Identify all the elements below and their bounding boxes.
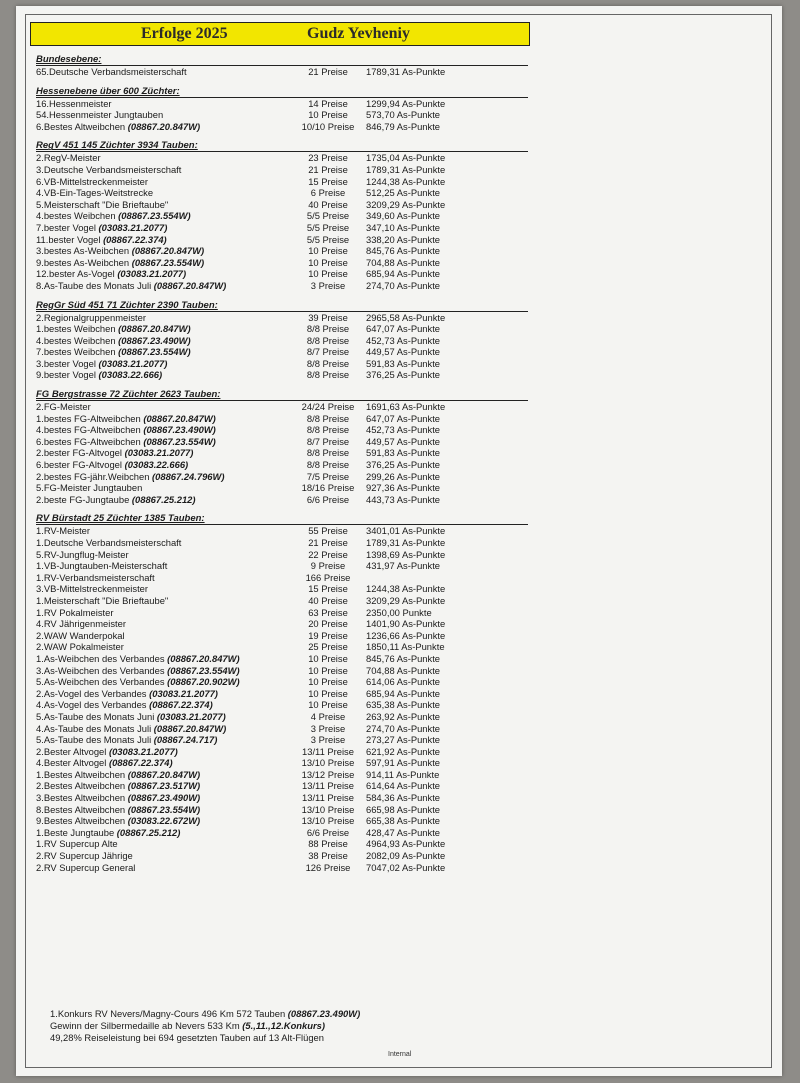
result-prizes: 3 Preise — [310, 734, 346, 746]
footer-line-3: 49,28% Reiseleistung bei 694 gesetzten Tauben auf 13 Alt-Flügen — [50, 1032, 324, 1043]
result-prizes: 40 Preise — [308, 594, 348, 606]
result-prizes: 10 Preise — [308, 256, 348, 268]
results-list — [36, 54, 506, 881]
section-title-text: RegV 451 145 Züchter 3934 Tauben: — [36, 140, 198, 152]
result-prizes: 10 Preise — [308, 109, 348, 121]
result-points: 685,94 As-Punkte — [366, 687, 441, 699]
result-points: 1401,90 As-Punkte — [366, 618, 446, 630]
result-points: 349,60 As-Punkte — [366, 210, 441, 222]
result-prizes: 25 Preise — [308, 641, 348, 653]
result-name: 6.VB-Mittelstreckenmeister — [36, 175, 149, 187]
result-points: 1398,69 As-Punkte — [366, 548, 446, 560]
result-name: 9.Bestes Altweibchen (03083.22.672W) — [36, 815, 201, 827]
result-name: 65.Deutsche Verbandsmeisterschaft — [36, 66, 187, 77]
result-prizes: 5/5 Preise — [306, 233, 350, 245]
result-points: 338,20 As-Punkte — [366, 233, 441, 245]
result-name: 8.As-Taube des Monats Juli (08867.20.847W) — [36, 279, 227, 291]
result-prizes: 4 Preise — [310, 710, 346, 722]
result-name: 5.As-Taube des Monats Juli (08867.24.717) — [36, 734, 218, 746]
result-name: 5.RV-Jungflug-Meister — [36, 548, 129, 560]
result-prizes: 8/8 Preise — [306, 424, 350, 436]
result-row — [36, 494, 506, 506]
result-row — [36, 769, 506, 781]
result-row — [36, 447, 506, 459]
result-name: 2.FG-Meister — [36, 401, 91, 413]
result-prizes: 8/7 Preise — [306, 346, 350, 358]
result-name: 1.As-Weibchen des Verbandes (08867.20.847W) — [36, 652, 240, 664]
result-prizes: 88 Preise — [308, 838, 348, 850]
result-prizes: 8/8 Preise — [306, 447, 350, 459]
result-points: 927,36 As-Punkte — [366, 482, 441, 494]
result-name: 6.bester FG-Altvogel (03083.22.666) — [36, 459, 189, 471]
result-row — [36, 780, 506, 792]
footer-line-2: Gewinn der Silbermedaille ab Nevers 533 Km (5.,11.,12.Konkurs) — [50, 1020, 325, 1031]
result-row — [36, 280, 506, 292]
result-name: 1.RV-Verbandsmeisterschaft — [36, 571, 155, 583]
result-points: 845,76 As-Punkte — [366, 245, 441, 257]
result-row — [36, 549, 506, 561]
result-row — [36, 245, 506, 257]
result-points: 1236,66 As-Punkte — [366, 629, 446, 641]
section-title — [36, 86, 506, 98]
result-points: 3209,29 As-Punkte — [366, 594, 446, 606]
result-points: 665,98 As-Punkte — [366, 803, 441, 815]
result-prizes: 9 Preise — [310, 560, 346, 572]
result-prizes: 20 Preise — [308, 618, 348, 630]
result-points: 263,92 As-Punkte — [366, 710, 441, 722]
result-row — [36, 665, 506, 677]
result-name: 16.Hessenmeister — [36, 97, 112, 109]
result-row — [36, 312, 506, 324]
section-title — [36, 300, 506, 312]
result-row — [36, 711, 506, 723]
section-title-text: Hessenebene über 600 Züchter: — [36, 85, 180, 97]
result-row — [36, 323, 506, 335]
result-row — [36, 109, 506, 121]
result-name: 5.As-Weibchen des Verbandes (08867.20.902W) — [36, 676, 240, 688]
result-points: 591,83 As-Punkte — [366, 357, 441, 369]
result-name: 8.Bestes Altweibchen (08867.23.554W) — [36, 803, 201, 815]
section — [36, 300, 506, 382]
section — [36, 86, 506, 133]
section — [36, 54, 506, 78]
result-name: 3.Deutsche Verbandsmeisterschaft — [36, 163, 182, 175]
result-prizes: 5/5 Preise — [306, 221, 350, 233]
section-title — [36, 513, 506, 525]
result-prizes: 10 Preise — [308, 687, 348, 699]
result-name: 2.RV Supercup Jährige — [36, 850, 133, 862]
classification-label: Internal — [388, 1051, 412, 1058]
result-row — [36, 583, 506, 595]
result-points: 647,07 As-Punkte — [366, 412, 441, 424]
result-name: 2.WAW Wanderpokal — [36, 629, 125, 641]
result-row — [36, 757, 506, 769]
result-points: 614,06 As-Punkte — [366, 676, 441, 688]
result-row — [36, 164, 506, 176]
result-row — [36, 607, 506, 619]
footer-line-1: 1.Konkurs RV Nevers/Magny-Cours 496 Km 572 Tauben (08867.23.490W) — [50, 1008, 361, 1019]
result-prizes: 6 Preise — [310, 187, 346, 199]
result-prizes: 15 Preise — [308, 583, 348, 595]
result-name: 3.bester Vogel (03083.21.2077) — [36, 357, 168, 369]
result-points: 614,64 As-Punkte — [366, 780, 441, 792]
result-points: 2082,09 As-Punkte — [366, 850, 446, 862]
result-row — [36, 815, 506, 827]
result-row — [36, 862, 506, 874]
result-points: 621,92 As-Punkte — [366, 745, 441, 757]
result-row — [36, 176, 506, 188]
result-row — [36, 838, 506, 850]
result-prizes: 10 Preise — [308, 245, 348, 257]
result-points: 591,83 As-Punkte — [366, 447, 441, 459]
result-row — [36, 346, 506, 358]
result-prizes: 10 Preise — [308, 676, 348, 688]
result-prizes: 126 Preise — [305, 861, 351, 873]
result-points: 431,97 As-Punkte — [366, 560, 441, 572]
result-points: 1299,94 As-Punkte — [366, 97, 446, 109]
result-row — [36, 572, 506, 584]
result-name: 3.VB-Mittelstreckenmeister — [36, 583, 149, 595]
result-prizes: 13/11 Preise — [302, 745, 354, 757]
result-name: 4.bestes Weibchen (08867.23.490W) — [36, 334, 191, 346]
result-prizes: 13/11 Preise — [302, 780, 354, 792]
result-name: 1.RV-Meister — [36, 525, 91, 537]
result-row — [36, 676, 506, 688]
result-points: 452,73 As-Punkte — [366, 424, 441, 436]
result-row — [36, 401, 506, 413]
result-name: 2.WAW Pokalmeister — [36, 641, 124, 653]
result-prizes: 21 Preise — [308, 66, 348, 77]
result-name: 2.bester FG-Altvogel (03083.21.2077) — [36, 447, 194, 459]
result-prizes: 8/8 Preise — [306, 357, 350, 369]
result-points: 635,38 As-Punkte — [366, 699, 441, 711]
result-name: 1.RV Pokalmeister — [36, 606, 114, 618]
result-name: 54.Hessenmeister Jungtauben — [36, 109, 164, 121]
result-name: 2.bestes FG-jähr.Weibchen (08867.24.796W) — [36, 470, 225, 482]
result-name: 2.beste FG-Jungtaube (08867.25.212) — [36, 493, 196, 505]
result-name: 12.bester As-Vogel (03083.21.2077) — [36, 268, 187, 280]
result-prizes: 6/6 Preise — [306, 826, 350, 838]
result-name: 1.Deutsche Verbandsmeisterschaft — [36, 537, 182, 548]
result-prizes: 13/11 Preise — [302, 792, 354, 804]
result-row — [36, 199, 506, 211]
result-prizes: 6/6 Preise — [306, 493, 350, 505]
result-prizes: 40 Preise — [308, 198, 348, 210]
result-row — [36, 618, 506, 630]
section-title — [36, 140, 506, 152]
result-points: 846,79 As-Punkte — [366, 120, 441, 132]
result-points: 914,11 As-Punkte — [366, 768, 440, 780]
result-row — [36, 335, 506, 347]
result-name: 9.bester Vogel (03083.22.666) — [36, 369, 163, 381]
result-points: 647,07 As-Punkte — [366, 323, 441, 335]
result-name: 5.As-Taube des Monats Juni (03083.21.2077) — [36, 710, 226, 722]
result-points: 1735,04 As-Punkte — [366, 152, 446, 164]
result-row — [36, 734, 506, 746]
result-prizes: 63 Preise — [308, 606, 348, 618]
result-name: 2.Regionalgruppenmeister — [36, 311, 146, 323]
result-row — [36, 850, 506, 862]
result-name: 6.Bestes Altweibchen (08867.20.847W) — [36, 120, 201, 132]
result-name: 9.bestes As-Weibchen (08867.23.554W) — [36, 256, 205, 268]
result-prizes: 8/8 Preise — [306, 369, 350, 381]
result-points: 452,73 As-Punkte — [366, 334, 441, 346]
result-prizes: 10 Preise — [308, 664, 348, 676]
breeder-name: Gudz Yevheniy — [307, 25, 410, 42]
result-prizes: 22 Preise — [308, 548, 348, 560]
section-title-text: FG Bergstrasse 72 Züchter 2623 Tauben: — [36, 389, 221, 401]
result-points: 273,27 As-Punkte — [366, 734, 441, 746]
result-prizes: 8/8 Preise — [306, 323, 350, 335]
result-prizes: 39 Preise — [308, 311, 348, 323]
result-prizes: 166 Preise — [305, 571, 351, 583]
result-points: 2350,00 Punkte — [366, 606, 432, 618]
result-prizes: 10 Preise — [308, 268, 348, 280]
section — [36, 389, 506, 505]
result-name: 2.Bestes Altweibchen (08867.23.517W) — [36, 780, 201, 792]
section-title — [36, 54, 506, 66]
result-prizes: 10/10 Preise — [301, 120, 355, 132]
result-row — [36, 66, 506, 78]
result-prizes: 23 Preise — [308, 152, 348, 164]
section-title — [36, 389, 506, 401]
result-row — [36, 688, 506, 700]
result-prizes: 8/7 Preise — [306, 435, 350, 447]
result-points: 845,76 As-Punkte — [366, 652, 441, 664]
result-name: 4.As-Taube des Monats Juli (08867.20.847W) — [36, 722, 227, 734]
result-prizes: 24/24 Preise — [301, 401, 355, 413]
result-name: 1.RV Supercup Alte — [36, 838, 118, 850]
result-row — [36, 98, 506, 110]
result-row — [36, 358, 506, 370]
result-row — [36, 537, 506, 549]
section-title-text: RV Bürstadt 25 Züchter 1385 Tauben: — [36, 513, 205, 525]
result-prizes: 21 Preise — [308, 537, 348, 548]
result-name: 4.As-Vogel des Verbandes (08867.22.374) — [36, 699, 213, 711]
result-row — [36, 187, 506, 199]
result-row — [36, 210, 506, 222]
result-name: 2.Bester Altvogel (03083.21.2077) — [36, 745, 178, 757]
result-row — [36, 525, 506, 537]
result-points: 428,47 As-Punkte — [366, 826, 441, 838]
result-row — [36, 413, 506, 425]
result-name: 2.RV Supercup General — [36, 861, 136, 873]
result-row — [36, 641, 506, 653]
result-row — [36, 482, 506, 494]
result-points: 274,70 As-Punkte — [366, 279, 441, 291]
result-points: 7047,02 As-Punkte — [366, 861, 446, 873]
result-name: 3.bestes As-Weibchen (08867.20.847W) — [36, 245, 205, 257]
result-points: 449,57 As-Punkte — [366, 346, 441, 358]
result-points: 2965,58 As-Punkte — [366, 311, 446, 323]
result-points: 347,10 As-Punkte — [366, 221, 441, 233]
result-row — [36, 369, 506, 381]
result-row — [36, 152, 506, 164]
result-name: 5.Meisterschaft "Die Brieftaube" — [36, 198, 169, 210]
result-prizes: 21 Preise — [308, 163, 348, 175]
result-points: 704,88 As-Punkte — [366, 256, 441, 268]
result-prizes: 10 Preise — [308, 652, 348, 664]
result-name: 1.Meisterschaft "Die Brieftaube" — [36, 594, 169, 606]
result-points: 597,91 As-Punkte — [366, 757, 441, 769]
result-name: 4.Bester Altvogel (08867.22.374) — [36, 757, 173, 769]
result-row — [36, 699, 506, 711]
result-name: 2.RegV-Meister — [36, 152, 101, 164]
result-points: 376,25 As-Punkte — [366, 369, 441, 381]
result-points: 512,25 As-Punkte — [366, 187, 441, 199]
result-prizes: 55 Preise — [308, 525, 348, 537]
result-points: 1789,31 As-Punkte — [366, 537, 446, 548]
result-points: 665,38 As-Punkte — [366, 815, 441, 827]
result-row — [36, 746, 506, 758]
section — [36, 140, 506, 291]
result-prizes: 13/10 Preise — [301, 757, 355, 769]
result-points: 573,70 As-Punkte — [366, 109, 441, 121]
result-points: 274,70 As-Punkte — [366, 722, 441, 734]
result-points: 3209,29 As-Punkte — [366, 198, 446, 210]
result-prizes: 8/8 Preise — [306, 412, 350, 424]
result-prizes: 8/8 Preise — [306, 334, 350, 346]
result-row — [36, 424, 506, 436]
result-prizes: 19 Preise — [308, 629, 348, 641]
result-prizes: 15 Preise — [308, 175, 348, 187]
result-name: 7.bester Vogel (03083.21.2077) — [36, 221, 168, 233]
section-title-text: Bundesebene: — [36, 54, 102, 65]
result-name: 2.As-Vogel des Verbandes (03083.21.2077) — [36, 687, 218, 699]
result-row — [36, 257, 506, 269]
result-name: 3.Bestes Altweibchen (08867.23.490W) — [36, 792, 201, 804]
section-title-text: RegGr Süd 451 71 Züchter 2390 Tauben: — [36, 299, 218, 311]
result-row — [36, 595, 506, 607]
result-prizes: 14 Preise — [308, 97, 348, 109]
result-prizes: 5/5 Preise — [306, 210, 350, 222]
result-row — [36, 560, 506, 572]
result-points: 685,94 As-Punkte — [366, 268, 441, 280]
result-points: 1244,38 As-Punkte — [366, 583, 446, 595]
result-prizes: 18/16 Preise — [301, 482, 355, 494]
result-row — [36, 121, 506, 133]
result-points: 3401,01 As-Punkte — [366, 525, 446, 537]
title: Erfolge 2025 — [141, 25, 228, 42]
result-name: 5.FG-Meister Jungtauben — [36, 482, 143, 494]
result-points: 1789,31 As-Punkte — [366, 163, 446, 175]
result-row — [36, 268, 506, 280]
result-name: 1.Beste Jungtaube (08867.25.212) — [36, 826, 181, 838]
result-name: 1.bestes FG-Altweibchen (08867.20.847W) — [36, 412, 216, 424]
result-points: 1691,63 As-Punkte — [366, 401, 446, 413]
result-prizes: 7/5 Preise — [306, 470, 350, 482]
result-name: 4.VB-Ein-Tages-Weitstrecke — [36, 187, 154, 199]
result-row — [36, 630, 506, 642]
result-name: 3.As-Weibchen des Verbandes (08867.23.554W) — [36, 664, 240, 676]
title-bar — [30, 22, 530, 46]
result-prizes: 13/10 Preise — [301, 815, 355, 827]
result-points: 4964,93 As-Punkte — [366, 838, 446, 850]
result-name: 7.bestes Weibchen (08867.23.554W) — [36, 346, 191, 358]
result-row — [36, 792, 506, 804]
result-row — [36, 827, 506, 839]
result-points: 299,26 As-Punkte — [366, 470, 441, 482]
result-points: 443,73 As-Punkte — [366, 493, 441, 505]
result-name: 4.bestes FG-Altweibchen (08867.23.490W) — [36, 424, 216, 436]
result-name: 1.Bestes Altweibchen (08867.20.847W) — [36, 768, 201, 780]
result-row — [36, 723, 506, 735]
result-points: 704,88 As-Punkte — [366, 664, 441, 676]
result-name: 1.VB-Jungtauben-Meisterschaft — [36, 560, 168, 572]
result-row — [36, 234, 506, 246]
result-points: 376,25 As-Punkte — [366, 459, 441, 471]
result-name: 1.bestes Weibchen (08867.20.847W) — [36, 323, 191, 335]
result-row — [36, 471, 506, 483]
result-prizes: 3 Preise — [310, 279, 346, 291]
result-prizes: 13/12 Preise — [301, 768, 355, 780]
result-points: 1850,11 As-Punkte — [366, 641, 445, 653]
result-prizes: 8/8 Preise — [306, 459, 350, 471]
result-row — [36, 436, 506, 448]
result-row — [36, 459, 506, 471]
section — [36, 513, 506, 873]
result-name: 11.bester Vogel (08867.22.374) — [36, 233, 167, 245]
result-name: 4.RV Jährigenmeister — [36, 618, 126, 630]
result-name: 6.bestes FG-Altweibchen (08867.23.554W) — [36, 435, 216, 447]
result-prizes: 13/10 Preise — [301, 803, 355, 815]
result-row — [36, 804, 506, 816]
result-prizes: 3 Preise — [310, 722, 346, 734]
footer — [50, 1008, 360, 1044]
result-row — [36, 653, 506, 665]
result-row — [36, 222, 506, 234]
result-points: 1244,38 As-Punkte — [366, 175, 446, 187]
result-prizes: 10 Preise — [308, 699, 348, 711]
result-name: 4.bestes Weibchen (08867.23.554W) — [36, 210, 191, 222]
result-points: 584,36 As-Punkte — [366, 792, 441, 804]
result-points: 1789,31 As-Punkte — [366, 66, 446, 77]
result-prizes: 38 Preise — [308, 850, 348, 862]
result-points: 449,57 As-Punkte — [366, 435, 441, 447]
